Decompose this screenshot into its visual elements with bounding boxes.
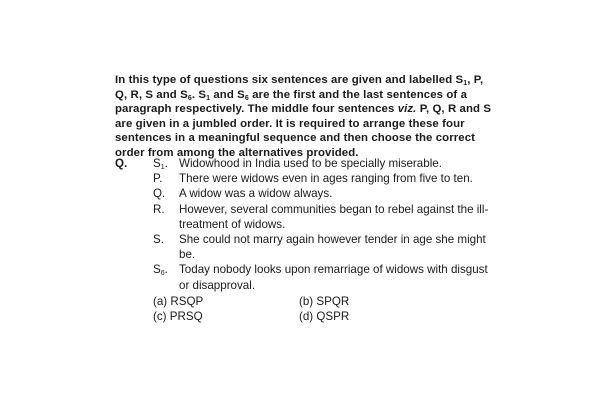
instructions-text: In this type of questions six sentences are given and labelled S xyxy=(115,74,464,86)
sentence-text: She could not marry again however tender in age she might be. xyxy=(179,233,486,262)
sentence-s xyxy=(153,232,493,262)
subscript: 1 xyxy=(206,94,211,102)
sentence-text: Widowhood in India used to be specially miserable. xyxy=(179,157,442,170)
sentence-s1 xyxy=(153,156,493,171)
option-b[interactable]: (b) SPQR xyxy=(299,294,350,308)
option-d[interactable]: (d) QSPR xyxy=(299,310,350,324)
answer-options xyxy=(153,294,493,325)
subscript: 6 xyxy=(187,94,192,102)
instructions-text: and S xyxy=(210,88,245,101)
sentence-tag: Q. xyxy=(153,187,166,201)
subscript: 6 xyxy=(244,94,249,102)
instructions-text: , P, Q, R, S and S xyxy=(115,74,484,101)
sentence-r xyxy=(153,202,493,232)
option-c[interactable]: (c) PRSQ xyxy=(153,310,203,324)
sentence-p xyxy=(153,171,493,186)
sentence-tag: P. xyxy=(153,172,163,186)
instructions-italic-viz: viz. xyxy=(397,103,417,116)
sentence-q xyxy=(153,186,493,201)
instructions-text: P, Q, R and S are given in a jumbled order. It is required to arrange these four sentences in a meaningful sequence and then choose the correct order from among the alternatives provided. xyxy=(115,103,492,159)
sentence-text: Today nobody looks upon remarriage of widows with disgust or disapproval. xyxy=(179,263,488,292)
subscript: 1 xyxy=(463,80,468,87)
sentence-tag: $S_1$. xyxy=(153,157,168,171)
sentence-tag: $S_6$. xyxy=(153,263,168,278)
instructions-paragraph xyxy=(115,73,493,161)
question-body xyxy=(153,156,493,325)
option-a[interactable]: (a) RSQP xyxy=(153,294,204,308)
question-label: Q. xyxy=(115,157,128,170)
sentence-text: A widow was a widow always. xyxy=(179,187,333,201)
sentence-tag: R. xyxy=(153,202,165,216)
instructions-text: are the first and the last sentences of a paragraph respectively. The middle four sentences xyxy=(115,88,468,116)
sentence-tag: S. xyxy=(153,233,164,247)
sentence-text: However, several communities began to rebel against the ill-treatment of widows. xyxy=(179,202,489,231)
sentence-text: There were widows even in ages ranging from five to ten. xyxy=(179,172,473,186)
instructions-text: . S xyxy=(191,88,207,101)
sentence-s6 xyxy=(153,262,493,292)
